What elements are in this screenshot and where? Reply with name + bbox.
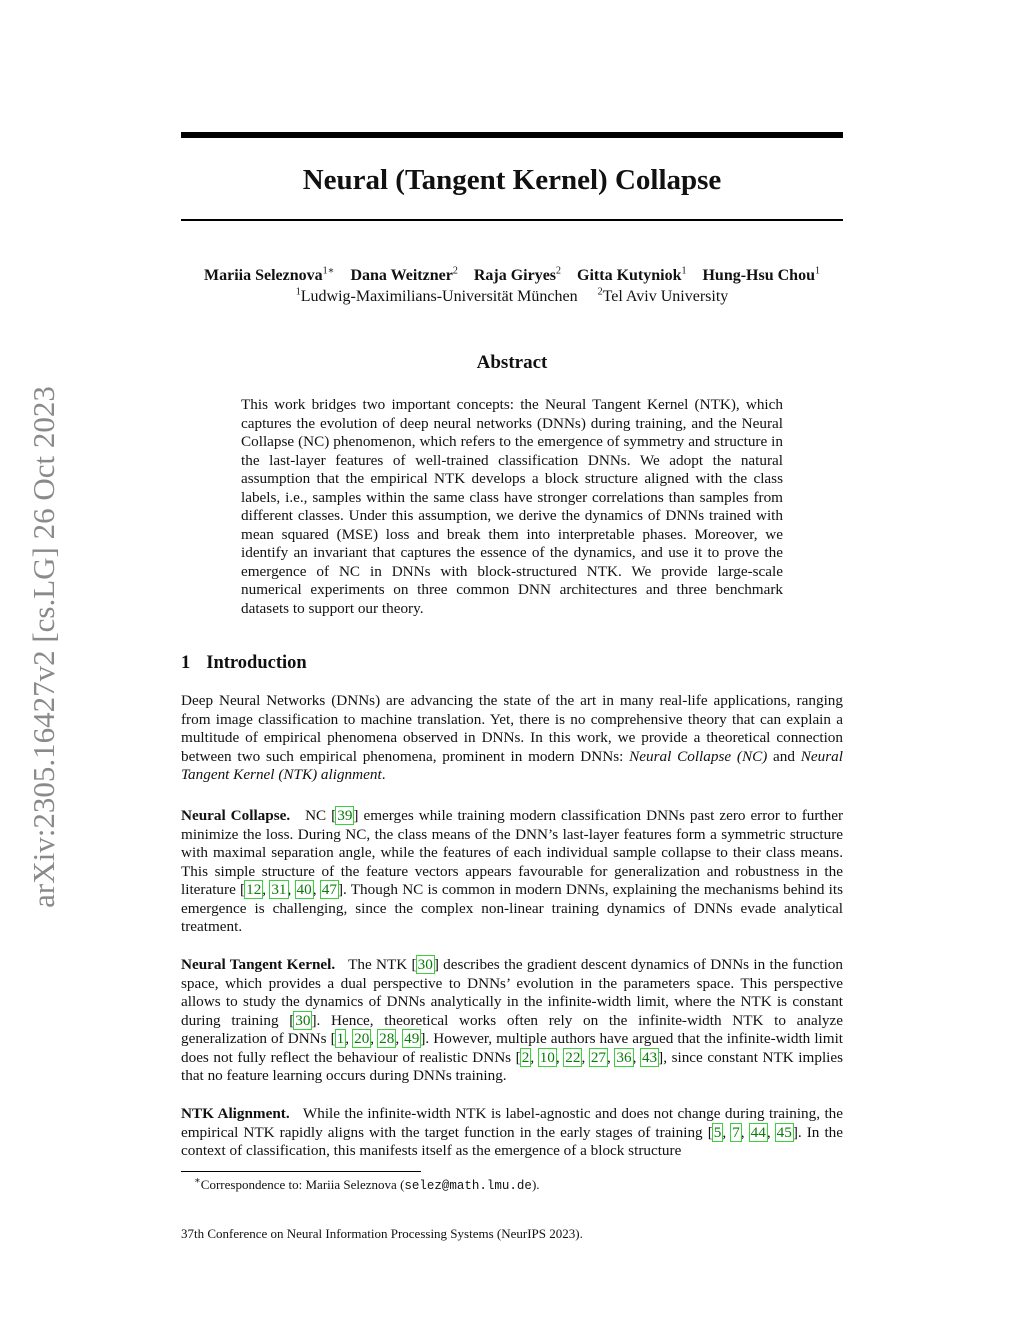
citation-link[interactable]: 49 bbox=[404, 1030, 420, 1047]
citation-link[interactable]: 36 bbox=[616, 1048, 632, 1066]
author: Raja Giryes$^2$ bbox=[473, 265, 562, 284]
author-block bbox=[181, 265, 843, 307]
citation-link[interactable]: 45 bbox=[776, 1123, 792, 1141]
section-number: 1 bbox=[181, 653, 191, 673]
paper-title: Neural (Tangent Kernel) Collapse bbox=[302, 164, 722, 196]
citation-link[interactable]: 10 bbox=[539, 1048, 555, 1066]
citation-link[interactable]: 2 bbox=[521, 1048, 530, 1066]
ntk-alignment-paragraph: NTK Alignment. While the infinite-width NTK is label-agnostic and does not change during training, the empirical NTK rapidly aligns with the target function in the early stages of training [5, 7, 44, 45]. In the context of classification, this manifests itself as the emergence of a block structure bbox=[181, 1105, 843, 1159]
title-top-rule bbox=[181, 132, 843, 138]
intro-paragraph-1: Deep Neural Networks (DNNs) are advancing the state of the art in many real-life applications, ranging from image classification to machine translation. Yet, there is no comprehensive theory that can explain a multitude of empirical phenomena observed in DNNs. In this work, we provide a theoretical connection between two such empirical phenomena, prominent in modern DNNs: Neural Collapse (NC) and Neural Tangent Kernel (NTK) alignment. bbox=[181, 692, 843, 783]
citation-link[interactable]: 40 bbox=[296, 881, 312, 898]
author: Hung-Hsu Chou$^1$ bbox=[702, 265, 820, 284]
footnote-rule bbox=[181, 1171, 421, 1172]
email-address: selez@math.lmu.de bbox=[404, 1179, 532, 1193]
footnote: ∗Correspondence to: Mariia Seleznova (selez@math.lmu.de). bbox=[194, 1175, 540, 1193]
arxiv-stamp-text: arXiv:2305.16427v2 [cs.LG] 26 Oct 2023 bbox=[26, 386, 61, 908]
affiliation: $^1$Ludwig-Maximilians-Universität München bbox=[295, 286, 578, 305]
venue-note: 37th Conference on Neural Information Processing Systems (NeurIPS 2023). bbox=[181, 1226, 583, 1241]
citation-link[interactable]: 7 bbox=[732, 1123, 740, 1141]
title-bottom-rule bbox=[181, 219, 843, 221]
ntk-paragraph: Neural Tangent Kernel. The NTK [30] describes the gradient descent dynamics of DNNs in the function space, which provides a dual perspective to DNNs’ evolution in the parameters space. This perspective allows to study the dynamics of DNNs analytically in the infinite-width limit, where the NTK is constant during training [30]. Hence, theoretical works often rely on the infinite-width NTK to analyze generalization of DNNs [1, 20, 28, 49]. However, multiple authors have argued that the infinite-width limit does not fully reflect the behaviour of realistic DNNs [2, 10, 22, 27, 36, 43], since constant NTK implies that no feature learning occurs during DNNs training. bbox=[181, 956, 844, 1084]
citation-link[interactable]: 39 bbox=[337, 807, 353, 824]
neural-collapse-paragraph: Neural Collapse. NC [39] emerges while training modern classification DNNs past zero error to further minimize the loss. During NC, the class means of the DNN’s last-layer features form a symmetric structure with maximal separation angle, while the features of each individual sample collapse to their class means. This simple structure of the feature vectors appears favourable for generalization and robustness in the literature [12, 31, 40, 47]. Though NC is common in modern DNNs, explaining the mechanisms behind its emergence is challenging, since the complex non-linear training dynamics of DNNs evade analytical treatment. bbox=[181, 807, 844, 935]
section-heading bbox=[181, 651, 307, 675]
section-title: Introduction bbox=[206, 653, 307, 673]
citation-link[interactable]: 12 bbox=[246, 881, 262, 898]
author: Mariia Seleznova$^{1∗}$ bbox=[204, 265, 335, 284]
citation-link[interactable]: 1 bbox=[336, 1030, 345, 1047]
citation-link[interactable]: 5 bbox=[713, 1123, 722, 1141]
citation-link[interactable]: 27 bbox=[590, 1048, 607, 1066]
citation-link[interactable]: 28 bbox=[379, 1030, 395, 1047]
arxiv-stamp bbox=[19, 356, 69, 938]
paragraph-heading: NTK Alignment. bbox=[181, 1105, 290, 1122]
citation-link[interactable]: 31 bbox=[271, 881, 287, 898]
citation-link[interactable]: 22 bbox=[565, 1048, 581, 1066]
citation-link[interactable]: 30 bbox=[417, 956, 433, 973]
affiliation: $^2$Tel Aviv University bbox=[597, 286, 729, 305]
citation-link[interactable]: 47 bbox=[321, 881, 337, 898]
abstract-heading: Abstract bbox=[476, 352, 548, 373]
paragraph-heading: Neural Tangent Kernel. bbox=[181, 956, 336, 973]
citation-link[interactable]: 30 bbox=[295, 1011, 311, 1029]
citation-link[interactable]: 43 bbox=[641, 1048, 658, 1066]
citation-link[interactable]: 44 bbox=[750, 1123, 766, 1141]
author: Gitta Kutyniok$^1$ bbox=[577, 265, 687, 284]
author: Dana Weitzner$^2$ bbox=[350, 265, 458, 284]
abstract-text: This work bridges two important concepts: the Neural Tangent Kernel (NTK), which captures the evolution of deep neural networks (DNNs) during training, and the Neural Collapse (NC) phenomenon, which refers to the emergence of symmetry and structure in the last-layer features of well-trained classification DNNs. We adopt the natural assumption that the empirical NTK develops a block structure aligned with the class labels, i.e., samples within the same class have stronger correlations than samples from different classes. Under this assumption, we derive the dynamics of DNNs trained with mean squared (MSE) loss and break them into interpretable phases. Moreover, we identify an invariant that captures the essence of the dynamics, and use it to prove the emergence of NC in DNNs with block-structured NTK. We provide large-scale numerical experiments on three common DNN architectures and three benchmark datasets to support our theory. bbox=[241, 396, 783, 617]
author-list bbox=[181, 265, 843, 286]
citation-link[interactable]: 20 bbox=[354, 1030, 370, 1047]
affiliation-list bbox=[181, 286, 843, 307]
paragraph-heading: Neural Collapse. bbox=[181, 807, 291, 824]
